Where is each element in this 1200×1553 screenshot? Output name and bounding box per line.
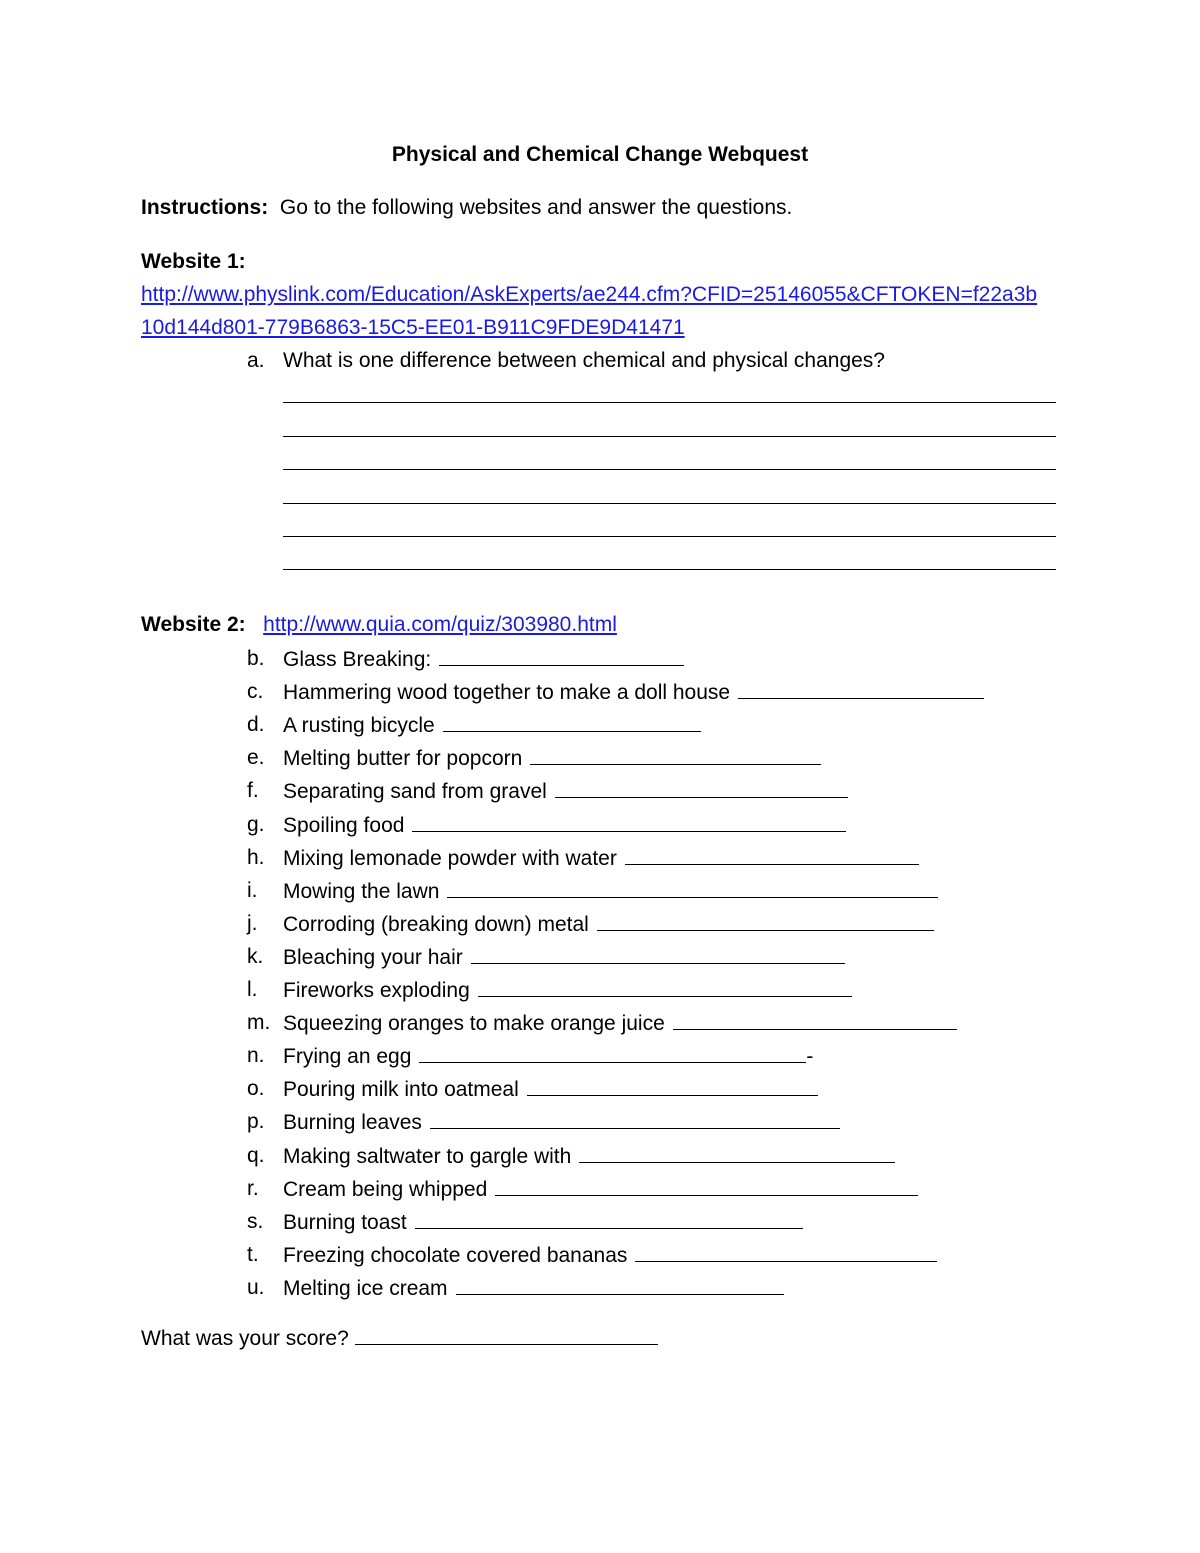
quiz-item-label: Bleaching your hair: [283, 945, 463, 969]
instructions-label: Instructions: [141, 196, 262, 219]
answer-blank[interactable]: [625, 846, 919, 865]
quiz-item-letter: t.: [247, 1242, 259, 1266]
quiz-item-letter: b.: [247, 647, 265, 670]
quiz-item-letter: c.: [247, 680, 264, 704]
quiz-item-label: Cream being whipped: [283, 1177, 488, 1201]
answer-line[interactable]: [283, 503, 1056, 504]
quiz-item-text-wrap: [283, 746, 821, 771]
question-text: What is one difference between chemical and physical changes?: [283, 349, 885, 372]
quiz-item-label: Separating sand from gravel: [283, 780, 547, 804]
quiz-item-letter: n.: [247, 1044, 265, 1068]
quiz-item-label: Fireworks exploding: [283, 979, 470, 1002]
quiz-item-label: Squeezing oranges to make orange juice: [283, 1012, 665, 1036]
answer-blank[interactable]: [439, 647, 684, 666]
answer-blank[interactable]: [430, 1110, 840, 1129]
quiz-item-label: Mixing lemonade powder with water: [283, 846, 617, 870]
answer-blank[interactable]: [597, 912, 934, 931]
score-blank[interactable]: [355, 1326, 658, 1345]
instructions-colon: :: [261, 196, 269, 219]
quiz-item-letter: p.: [247, 1110, 265, 1134]
answer-blank[interactable]: [579, 1144, 895, 1163]
answer-blank[interactable]: [471, 945, 845, 964]
quiz-item-letter: e.: [247, 746, 265, 770]
instructions-text: Go to the following websites and answer the questions.: [279, 196, 793, 219]
quiz-item-label: Melting butter for popcorn: [283, 747, 523, 771]
answer-blank[interactable]: [415, 1210, 803, 1229]
answer-blank[interactable]: [673, 1011, 957, 1030]
quiz-item-text-wrap: [283, 1144, 895, 1169]
answer-blank[interactable]: [412, 813, 846, 832]
website1-link-part2[interactable]: 10d144d801-779B6863-15C5-EE01-B911C9FDE9D41471: [141, 316, 685, 339]
quiz-item-label: Corroding (breaking down) metal: [283, 912, 589, 936]
quiz-item-label: Hammering wood together to make a doll house: [283, 681, 731, 705]
quiz-item-letter: j.: [247, 911, 258, 935]
answer-blank[interactable]: [495, 1177, 918, 1196]
website1-label: Website 1:: [141, 250, 246, 273]
score-line: [141, 1326, 658, 1351]
answer-blank[interactable]: [738, 680, 984, 699]
quiz-item-letter: i.: [247, 878, 258, 902]
quiz-item-label: Freezing chocolate covered bananas: [283, 1243, 628, 1267]
answer-blank[interactable]: [456, 1276, 784, 1295]
answer-blank[interactable]: [530, 746, 821, 765]
egg-suffix: -: [806, 1045, 814, 1069]
quiz-item-letter: r.: [247, 1176, 259, 1200]
quiz-item-letter: k.: [247, 944, 264, 968]
quiz-item-label: Pouring milk into oatmeal: [283, 1078, 519, 1102]
quiz-item-text-wrap: [283, 813, 846, 838]
quiz-item-text-wrap: [283, 1276, 784, 1301]
quiz-item-text-wrap: [283, 1044, 813, 1069]
quiz-item-letter: f.: [247, 779, 259, 803]
quiz-item-text-wrap: [283, 879, 938, 904]
answer-blank[interactable]: [478, 978, 852, 997]
answer-line[interactable]: [283, 569, 1056, 570]
quiz-item-text-wrap: [283, 945, 845, 970]
question-letter: a.: [247, 349, 265, 372]
quiz-item-text-wrap: [283, 1110, 840, 1135]
answer-blank[interactable]: [443, 713, 701, 732]
answer-line[interactable]: [283, 536, 1056, 537]
quiz-item-text-wrap: [283, 779, 848, 804]
quiz-item-text-wrap: [283, 1243, 937, 1268]
answer-blank[interactable]: [555, 779, 848, 798]
quiz-item-label: Burning toast: [283, 1210, 407, 1234]
quiz-item-letter: m.: [247, 1011, 271, 1035]
website1-link-part1[interactable]: http://www.physlink.com/Education/AskExperts/ae244.cfm?CFID=25146055&CFTOKEN=f22a3b: [141, 283, 1038, 306]
quiz-item-label: Glass Breaking:: [283, 648, 432, 671]
quiz-item-label: Burning leaves: [283, 1111, 422, 1135]
answer-line[interactable]: [283, 402, 1056, 403]
quiz-item-label: Mowing the lawn: [283, 879, 440, 903]
quiz-item-text-wrap: [283, 680, 984, 705]
page-title: Physical and Chemical Change Webquest: [391, 143, 809, 166]
website2-label: Website 2:: [141, 613, 246, 636]
quiz-item-letter: h.: [247, 845, 265, 869]
answer-blank[interactable]: [447, 879, 938, 898]
answer-blank[interactable]: [419, 1044, 806, 1063]
answer-blank[interactable]: [635, 1243, 937, 1262]
instructions-line: [141, 196, 792, 220]
quiz-item-text-wrap: [283, 1210, 803, 1235]
quiz-item-letter: g.: [247, 812, 265, 836]
quiz-item-text-wrap: [283, 713, 701, 738]
quiz-item-letter: q.: [247, 1143, 265, 1167]
quiz-item-letter: o.: [247, 1077, 265, 1101]
quiz-item-letter: u.: [247, 1275, 265, 1299]
quiz-item-text-wrap: [283, 912, 934, 937]
quiz-item-text-wrap: [283, 1011, 957, 1036]
quiz-item-label: A rusting bicycle: [283, 714, 435, 738]
quiz-item-label: Making saltwater to gargle with: [283, 1144, 572, 1168]
quiz-item-text-wrap: [283, 647, 684, 672]
quiz-item-letter: s.: [247, 1209, 264, 1233]
answer-line[interactable]: [283, 436, 1056, 437]
website2-link[interactable]: http://www.quia.com/quiz/303980.html: [263, 613, 617, 636]
quiz-item-text-wrap: [283, 1077, 818, 1102]
website1-url-line1[interactable]: [141, 283, 1037, 307]
quiz-item-text-wrap: [283, 978, 852, 1003]
quiz-item-letter: l.: [247, 978, 258, 1001]
quiz-item-label: Spoiling food: [283, 813, 405, 837]
quiz-item-text-wrap: [283, 846, 919, 871]
quiz-item-letter: d.: [247, 713, 265, 737]
answer-line[interactable]: [283, 469, 1056, 470]
website1-url-line2[interactable]: [141, 316, 685, 340]
answer-blank[interactable]: [527, 1077, 818, 1096]
quiz-item-label: Frying an egg: [283, 1045, 412, 1069]
quiz-item-label: Melting ice cream: [283, 1276, 448, 1300]
score-question: What was your score?: [141, 1327, 349, 1350]
quiz-item-text-wrap: [283, 1177, 918, 1202]
website2-line: [141, 613, 617, 637]
